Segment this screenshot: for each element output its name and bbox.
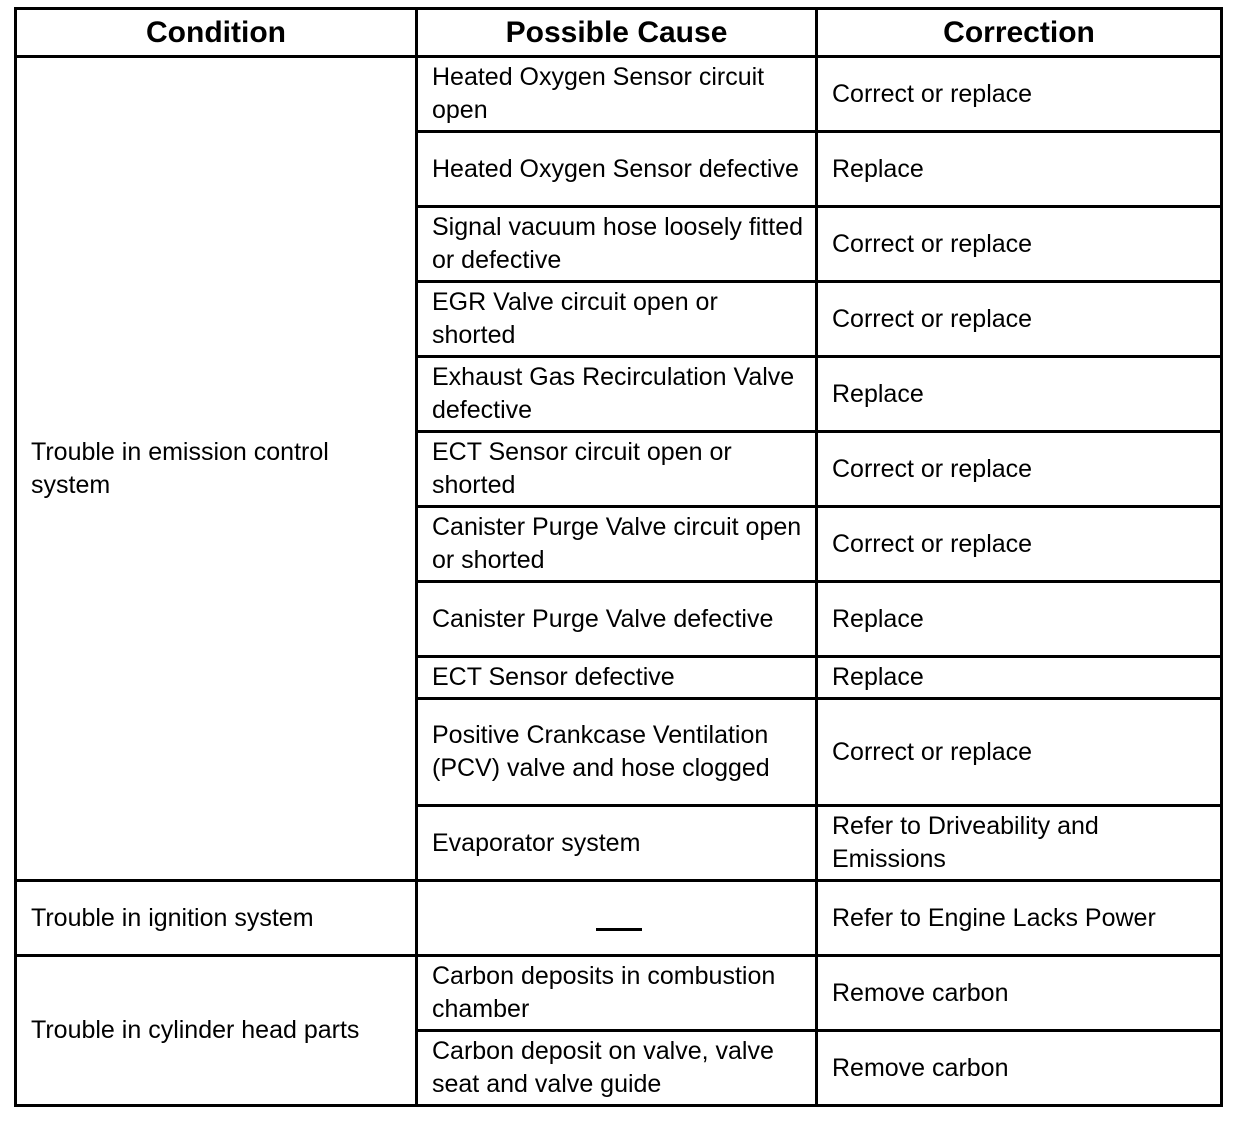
- cause-cell-empty: [417, 881, 817, 956]
- condition-cell-emission: Trouble in emission control system: [16, 57, 417, 881]
- table-row: [16, 57, 1222, 132]
- diagnosis-table: [14, 7, 1223, 1107]
- correction-cell: Replace: [817, 357, 1222, 432]
- header-possible-cause: Possible Cause: [417, 9, 817, 57]
- cause-cell: Heated Oxygen Sensor defective: [417, 132, 817, 207]
- cause-cell: Positive Crankcase Ventilation (PCV) valve and hose clogged: [417, 699, 817, 806]
- correction-cell: Refer to Engine Lacks Power: [817, 881, 1222, 956]
- table-row: [16, 956, 1222, 1031]
- correction-cell: Refer to Driveability and Emissions: [817, 806, 1222, 881]
- correction-cell: Correct or replace: [817, 432, 1222, 507]
- correction-cell: Remove carbon: [817, 956, 1222, 1031]
- table-row: [16, 881, 1222, 956]
- cause-cell: EGR Valve circuit open or shorted: [417, 282, 817, 357]
- correction-cell: Correct or replace: [817, 57, 1222, 132]
- correction-cell: Correct or replace: [817, 207, 1222, 282]
- cause-cell: Canister Purge Valve defective: [417, 582, 817, 657]
- cause-cell: ECT Sensor circuit open or shorted: [417, 432, 817, 507]
- correction-cell: Replace: [817, 132, 1222, 207]
- cause-cell: Carbon deposit on valve, valve seat and valve guide: [417, 1031, 817, 1106]
- cause-cell: Carbon deposits in combustion chamber: [417, 956, 817, 1031]
- dash-line: [596, 928, 642, 931]
- cause-cell: ECT Sensor defective: [417, 657, 817, 699]
- condition-cell-ignition: Trouble in ignition system: [16, 881, 417, 956]
- correction-cell: Remove carbon: [817, 1031, 1222, 1106]
- cause-cell: Heated Oxygen Sensor circuit open: [417, 57, 817, 132]
- correction-cell: Replace: [817, 657, 1222, 699]
- diagnosis-table-container: [14, 7, 1220, 1107]
- cause-cell: Signal vacuum hose loosely fitted or defective: [417, 207, 817, 282]
- header-row: [16, 9, 1222, 57]
- cause-cell: Exhaust Gas Recirculation Valve defective: [417, 357, 817, 432]
- cause-cell: Evaporator system: [417, 806, 817, 881]
- correction-cell: Replace: [817, 582, 1222, 657]
- header-condition: Condition: [16, 9, 417, 57]
- correction-cell: Correct or replace: [817, 282, 1222, 357]
- correction-cell: Correct or replace: [817, 699, 1222, 806]
- cause-cell: Canister Purge Valve circuit open or shorted: [417, 507, 817, 582]
- header-correction: Correction: [817, 9, 1222, 57]
- condition-cell-cylinder-head: Trouble in cylinder head parts: [16, 956, 417, 1106]
- correction-cell: Correct or replace: [817, 507, 1222, 582]
